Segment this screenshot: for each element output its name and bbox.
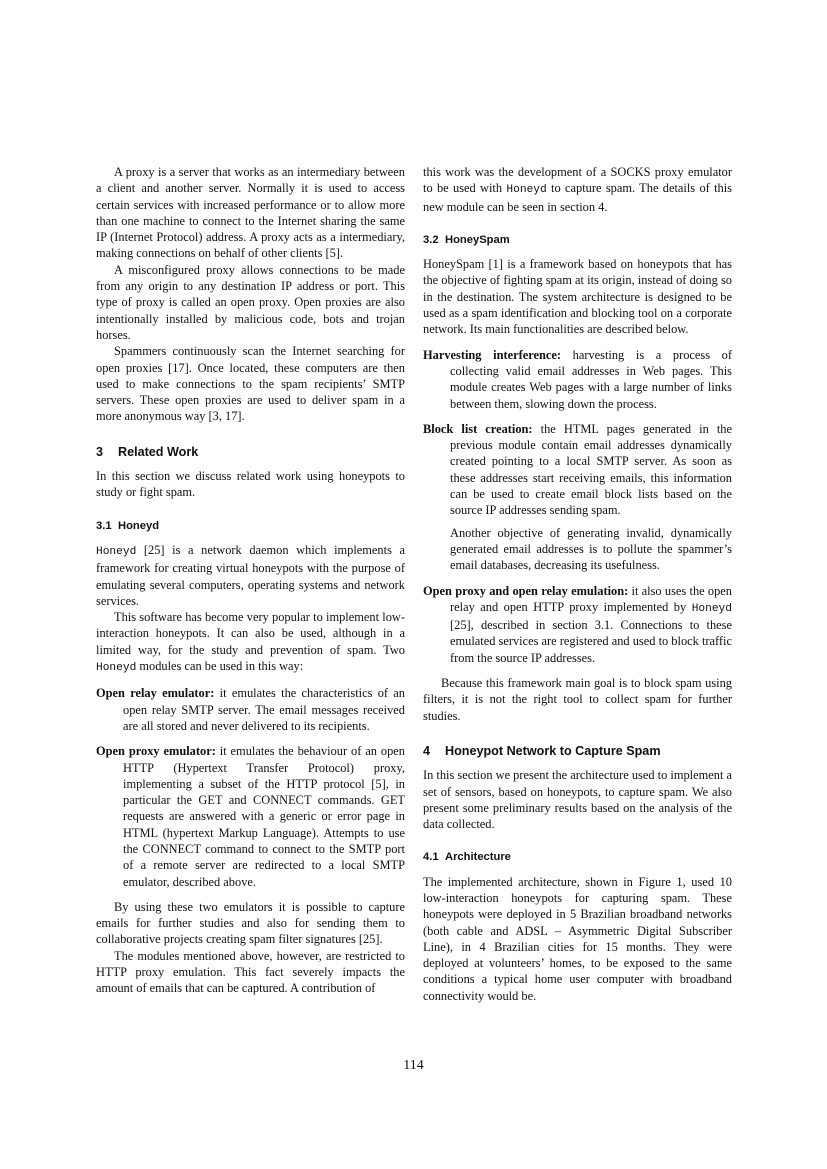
subsection-number: 3.2	[423, 233, 439, 246]
item-term: Open relay emulator:	[96, 686, 215, 701]
section-number: 4	[423, 743, 431, 758]
item-extra-paragraph: Another objective of generating invalid, dynamically generated email addresses is to pollute the spammer’s email databases, decreasing its usefulness.	[450, 525, 732, 573]
honeyd-code: Honeyd	[96, 662, 137, 675]
left-column	[96, 164, 405, 997]
subsection-number: 3.1	[96, 519, 112, 532]
subsection-title: HoneySpam	[445, 233, 510, 246]
paragraph-modules-restricted: The modules mentioned above, however, are restricted to HTTP proxy emulation. This fact severely impacts the amount of emails that can be captured. A contribution of	[96, 948, 405, 996]
section-title: Honeypot Network to Capture Spam	[445, 743, 661, 758]
paragraph-emulators-usage: By using these two emulators it is possible to capture emails for further studies and also for sending them to collaborative projects creating spam filter signatures [25].	[96, 899, 405, 947]
item-text: it emulates the characteristics of an open relay SMTP server. The email messages received are all stored and never delivered to its recipients.	[123, 686, 405, 733]
honeyd-code: Honeyd	[506, 184, 547, 197]
item-text: [25], described in section 3.1. Connections to these emulated services are registered and used to block traffic from the source IP addresses.	[450, 618, 732, 665]
honeyd-code: Honeyd	[96, 545, 137, 558]
list-item-open-relay	[96, 685, 405, 734]
item-term: Block list creation:	[423, 421, 533, 436]
list-item-open-proxy-relay	[423, 583, 732, 666]
paragraph-honeyspam-intro: HoneySpam [1] is a framework based on honeypots that has the objective of fighting spam at its origin, instead of doing so in the destination. The system architecture is designed to be used as a spam identification and blocking tool on a corporate network. Its main functionalities are described below.	[423, 257, 732, 337]
honeyspam-functions-list	[423, 347, 732, 666]
subsection-title: Architecture	[445, 851, 511, 864]
page-number: 114	[403, 1058, 424, 1073]
right-column	[423, 164, 732, 1004]
text-span: modules can be used in this way:	[136, 659, 304, 674]
item-term: Open proxy emulator:	[96, 744, 216, 759]
section-number: 3	[96, 444, 104, 459]
list-item-harvesting	[423, 347, 732, 412]
item-text: harvesting is a process of collecting valid email addresses in Web pages. This module creates Web pages with a large number of links between them, slowing down the process.	[450, 347, 732, 411]
paragraph-spammers: Spammers continuously scan the Internet searching for open proxies [17]. Once located, these computers are then used to make connections to the spam recipients’ SMTP servers. These open proxies are used to deliver spam in a more anonymous way [3, 17].	[96, 344, 405, 424]
text-span: [25] is a network daemon which implements a framework for creating virtual honeypots with the purpose of emulating several computers, operating systems and network services.	[96, 542, 405, 608]
subsection-heading-honeyd	[96, 518, 405, 534]
paragraph-framework-goal: Because this framework main goal is to block spam using filters, it is not the right tool to collect spam for further studies.	[423, 676, 732, 723]
section-title: Related Work	[118, 444, 199, 459]
subsection-title: Honeyd	[118, 519, 160, 532]
item-text: it also uses the open relay and open HTTP proxy implemented by	[450, 583, 732, 614]
section-heading-honeypot-network	[423, 743, 732, 759]
honeyd-code: Honeyd	[691, 602, 732, 615]
paragraph-honeyd-intro	[96, 542, 405, 609]
text-span: to capture spam. The details of this new module can be seen in section 4.	[423, 181, 733, 214]
item-term: Open proxy and open relay emulation:	[423, 583, 629, 598]
paragraph-proxy-definition: A proxy is a server that works as an intermediary between a client and another server. Normally it is used to access certain services with increased performance or to allow more than one machine to connect to the Internet sharing the same IP (Internet Protocol) address. A proxy acts as a intermediary, making connections on behalf of other clients [5].	[96, 165, 405, 261]
list-item-block-list	[423, 421, 732, 574]
paragraph-architecture: The implemented architecture, shown in Figure 1, used 10 low-interaction honeypots for capturing spam. These honeypots were deployed in 5 Brazilian broadband networks (both cable and ADSL – Asymmetric Digital Subscriber Line), in 4 Brazilian cities for 15 months. They were deployed at volunteers’ homes, to be exposed to the same conditions a typical home user computer with broadband connectivity would be.	[423, 874, 732, 1003]
list-item-open-proxy	[96, 743, 405, 890]
paragraph-open-proxy: A misconfigured proxy allows connections to be made from any origin to any destination IP address or port. This type of proxy is called an open proxy. Open proxies are also intentionally installed by malicious code, bots and trojan horses.	[96, 262, 405, 342]
item-term: Harvesting interference:	[423, 347, 562, 362]
paragraph-socks-contribution	[423, 164, 732, 215]
section-heading-related-work	[96, 444, 405, 460]
paragraph-honeypot-network-intro: In this section we present the architecture used to implement a set of sensors, based on honeypots, to capture spam. We also present some preliminary results based on the analysis of the data collected.	[423, 768, 732, 832]
item-text: it emulates the behaviour of an open HTTP (Hypertext Transfer Protocol) proxy, implementing a subset of the HTTP protocol [5], in particular the GET and CONNECT commands. GET requests are answered with a generic or error page in HTML (hypertext Markup Language). Attempts to use the CONNECT command to connect to the SMTP port of a remote server are redirected to a local SMTP emulator, described above.	[123, 744, 405, 889]
subsection-heading-architecture	[423, 849, 732, 865]
item-text: the HTML pages generated in the previous module contain email addresses dynamically created pointing to a local SMTP server. As soon as these addresses start receiving emails, this information can be used to create email block lists based on the source IP addresses sending spam.	[450, 421, 732, 518]
paragraph-related-work-intro: In this section we discuss related work using honeypots to study or fight spam.	[96, 469, 405, 500]
subsection-heading-honeyspam	[423, 232, 732, 248]
subsection-number: 4.1	[423, 851, 439, 864]
paragraph-honeyd-popular	[96, 609, 405, 676]
text-span: This software has become very popular to implement low-interaction honeypots. It can also be used, although in a limited way, for the study and prevention of spam. Two	[96, 610, 405, 657]
honeyd-modules-list	[96, 685, 405, 890]
text-span: this work was the development of a SOCKS proxy emulator to be used with	[423, 165, 732, 196]
